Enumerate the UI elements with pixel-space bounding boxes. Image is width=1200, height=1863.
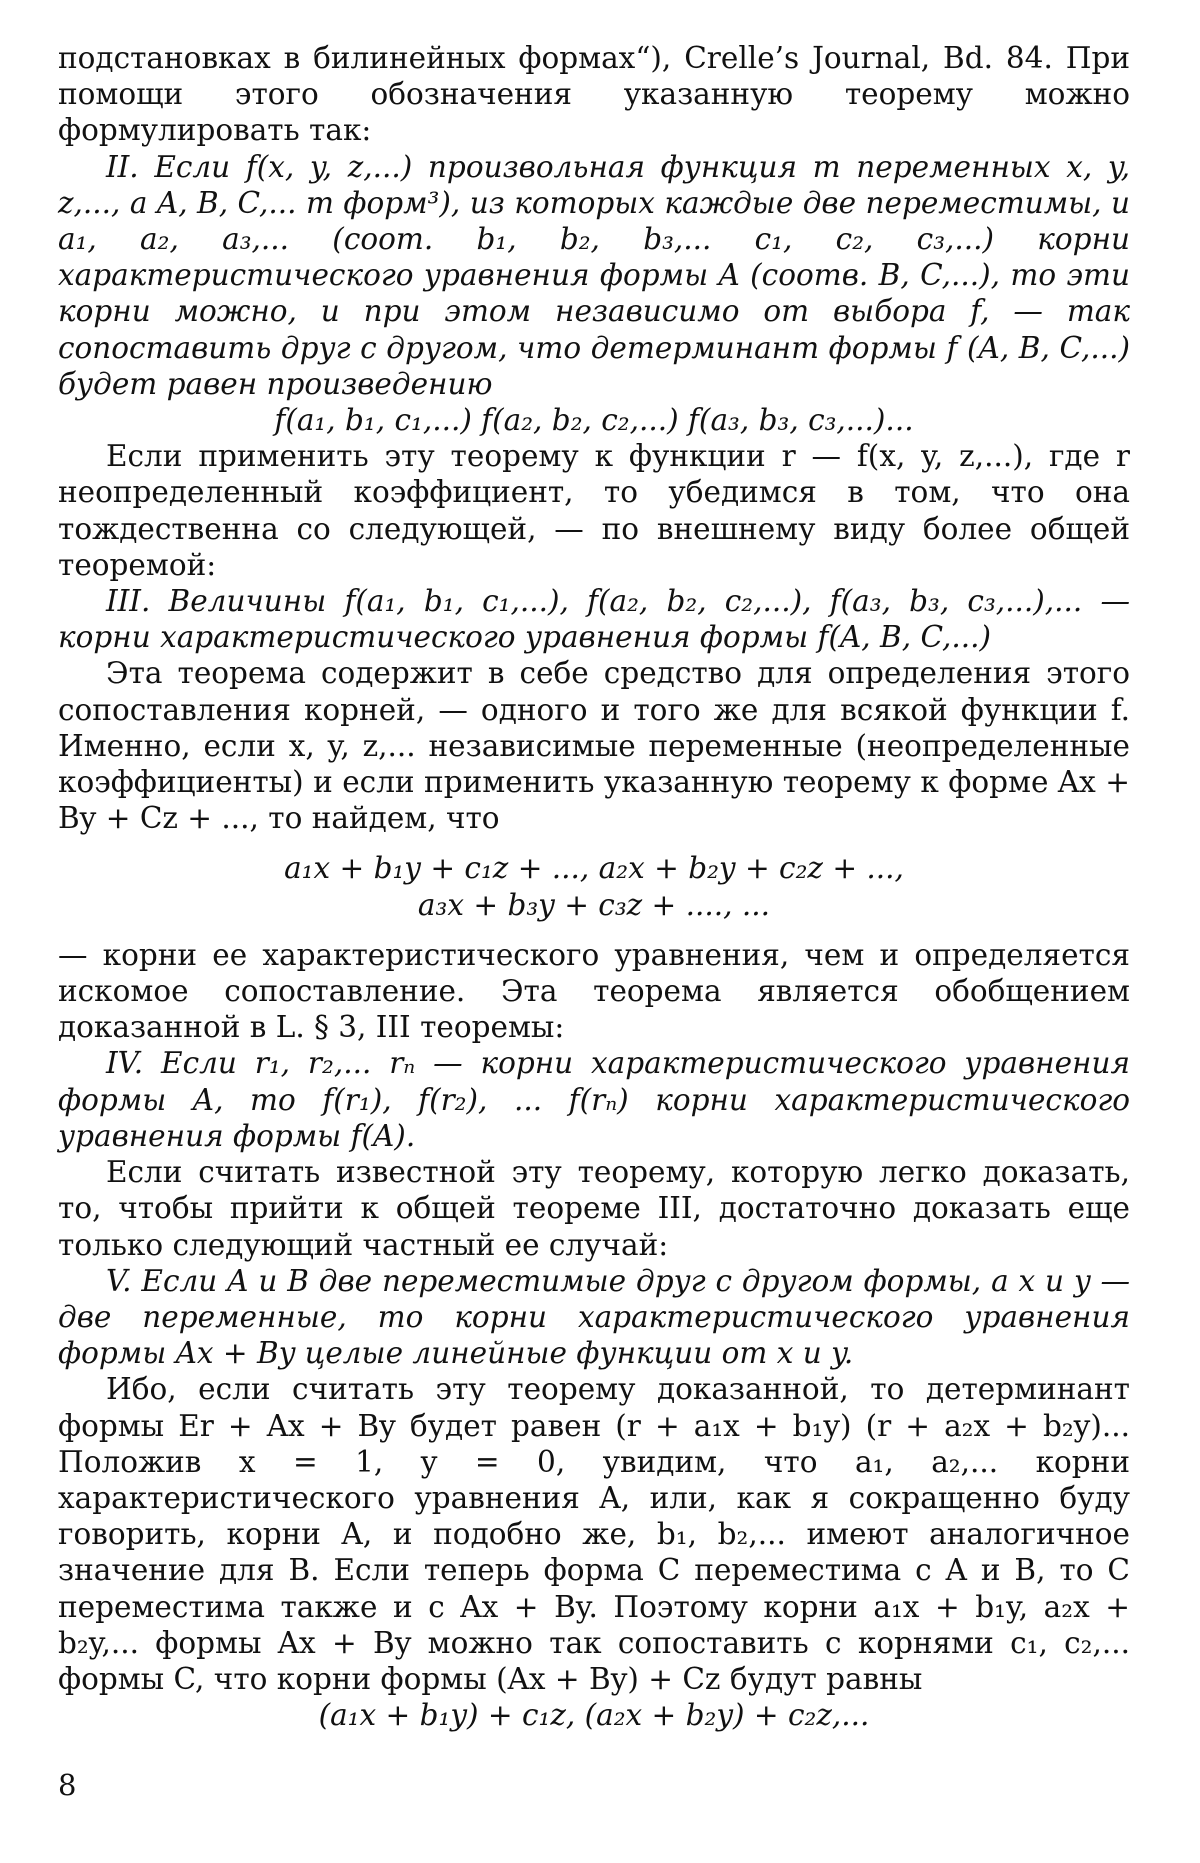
paragraph-6: — корни ее характеристического уравнения, чем и определяется искомое сопоставление. Эта теорема является обобщением доказанной в L. § 3, III теоремы: [58,937,1130,1045]
formula-sum-roots: (a₁x + b₁y) + c₁z, (a₂x + b₂y) + c₂z,... [318,1698,870,1733]
paragraph-5: Эта теорема содержит в себе средство для определения этого сопоставления корней, — одного и того же для всякой функции f. Именно, если x, y, z,... независимые переменные (неопределенные коэффициенты) и если применить указанную теорему к форме Ax + By + Cz + ..., то найдем, что [58,656,1130,836]
theorem-v: V. Если A и B две переместимые друг с другом формы, а x и y — две переменные, то корни характеристического уравнения формы Ax + By целые линейные функции от x и y. [58,1263,1130,1371]
page-body [58,40,1130,1733]
formula-product: f(a₁, b₁, c₁,...) f(a₂, b₂, c₂,...) f(a₃, b₃, c₃,...)... [274,403,914,438]
formula-linear-roots-line-2: a₃x + b₃y + c₃z + ...., ... [417,887,771,922]
theorem-iv: IV. Если r₁, r₂,... rₙ — корни характеристического уравнения формы A, то f(r₁), f(r₂), ... f(rₙ) корни характеристического уравнения формы f(A). [58,1046,1130,1153]
formula-linear-roots [58,850,1130,922]
paragraph-8: Если считать известной эту теорему, которую легко доказать, то, чтобы прийти к общей теореме III, достаточно доказать еще только следующий частный ее случай: [58,1155,1130,1262]
paragraph-10: Ибо, если считать эту теорему доказанной, то детерминант формы Er + Ax + By будет равен (r + a₁x + b₁y) (r + a₂x + b₂y)... Положив x = 1, y = 0, увидим, что a₁, a₂,... корни характеристического уравнения A, или, как я сокращенно буду говорить, корни A, и подобно же, b₁, b₂,... имеют аналогичное значение для B. Если теперь форма C переместима с A и B, то C переместима также и с Ax + By. Поэтому корни a₁x + b₁y, a₂x + b₂y,... формы Ax + By можно так сопоставить с корнями c₁, c₂,... формы C, что корни формы (Ax + By) + Cz будут равны [58,1372,1130,1696]
page-number: 8 [58,1768,77,1802]
paragraph-1: подстановках в билинейных формах“), Crelle’s Journal, Bd. 84. При помощи этого обозначения указанную теорему можно формулировать так: [58,41,1130,148]
theorem-iii: III. Величины f(a₁, b₁, c₁,...), f(a₂, b₂, c₂,...), f(a₃, b₃, c₃,...),... — корни характеристического уравнения формы f(A, B, C,...) [58,584,1130,655]
formula-linear-roots-line-1: a₁x + b₁y + c₁z + ..., a₂x + b₂y + c₂z + ..., [284,851,904,886]
paragraph-3: Если применить эту теорему к функции r — f(x, y, z,...), где r неопределенный коэффициент, то убедимся в том, что она тождественна со следующей, — по внешнему виду более общей теоремой: [58,439,1130,582]
theorem-ii: II. Если f(x, y, z,...) произвольная функция m переменных x, y, z,..., а A, B, C,... m форм³), из которых каждые две переместимы, и a₁, a₂, a₃,... (соот. b₁, b₂, b₃,... c₁, c₂, c₃,...) корни характеристического уравнения формы A (соотв. B, C,...), то эти корни можно, и при этом независимо от выбора f, — так сопоставить друг с другом, что детерминант формы f (A, B, C,...) будет равен произведению [58,149,1130,401]
